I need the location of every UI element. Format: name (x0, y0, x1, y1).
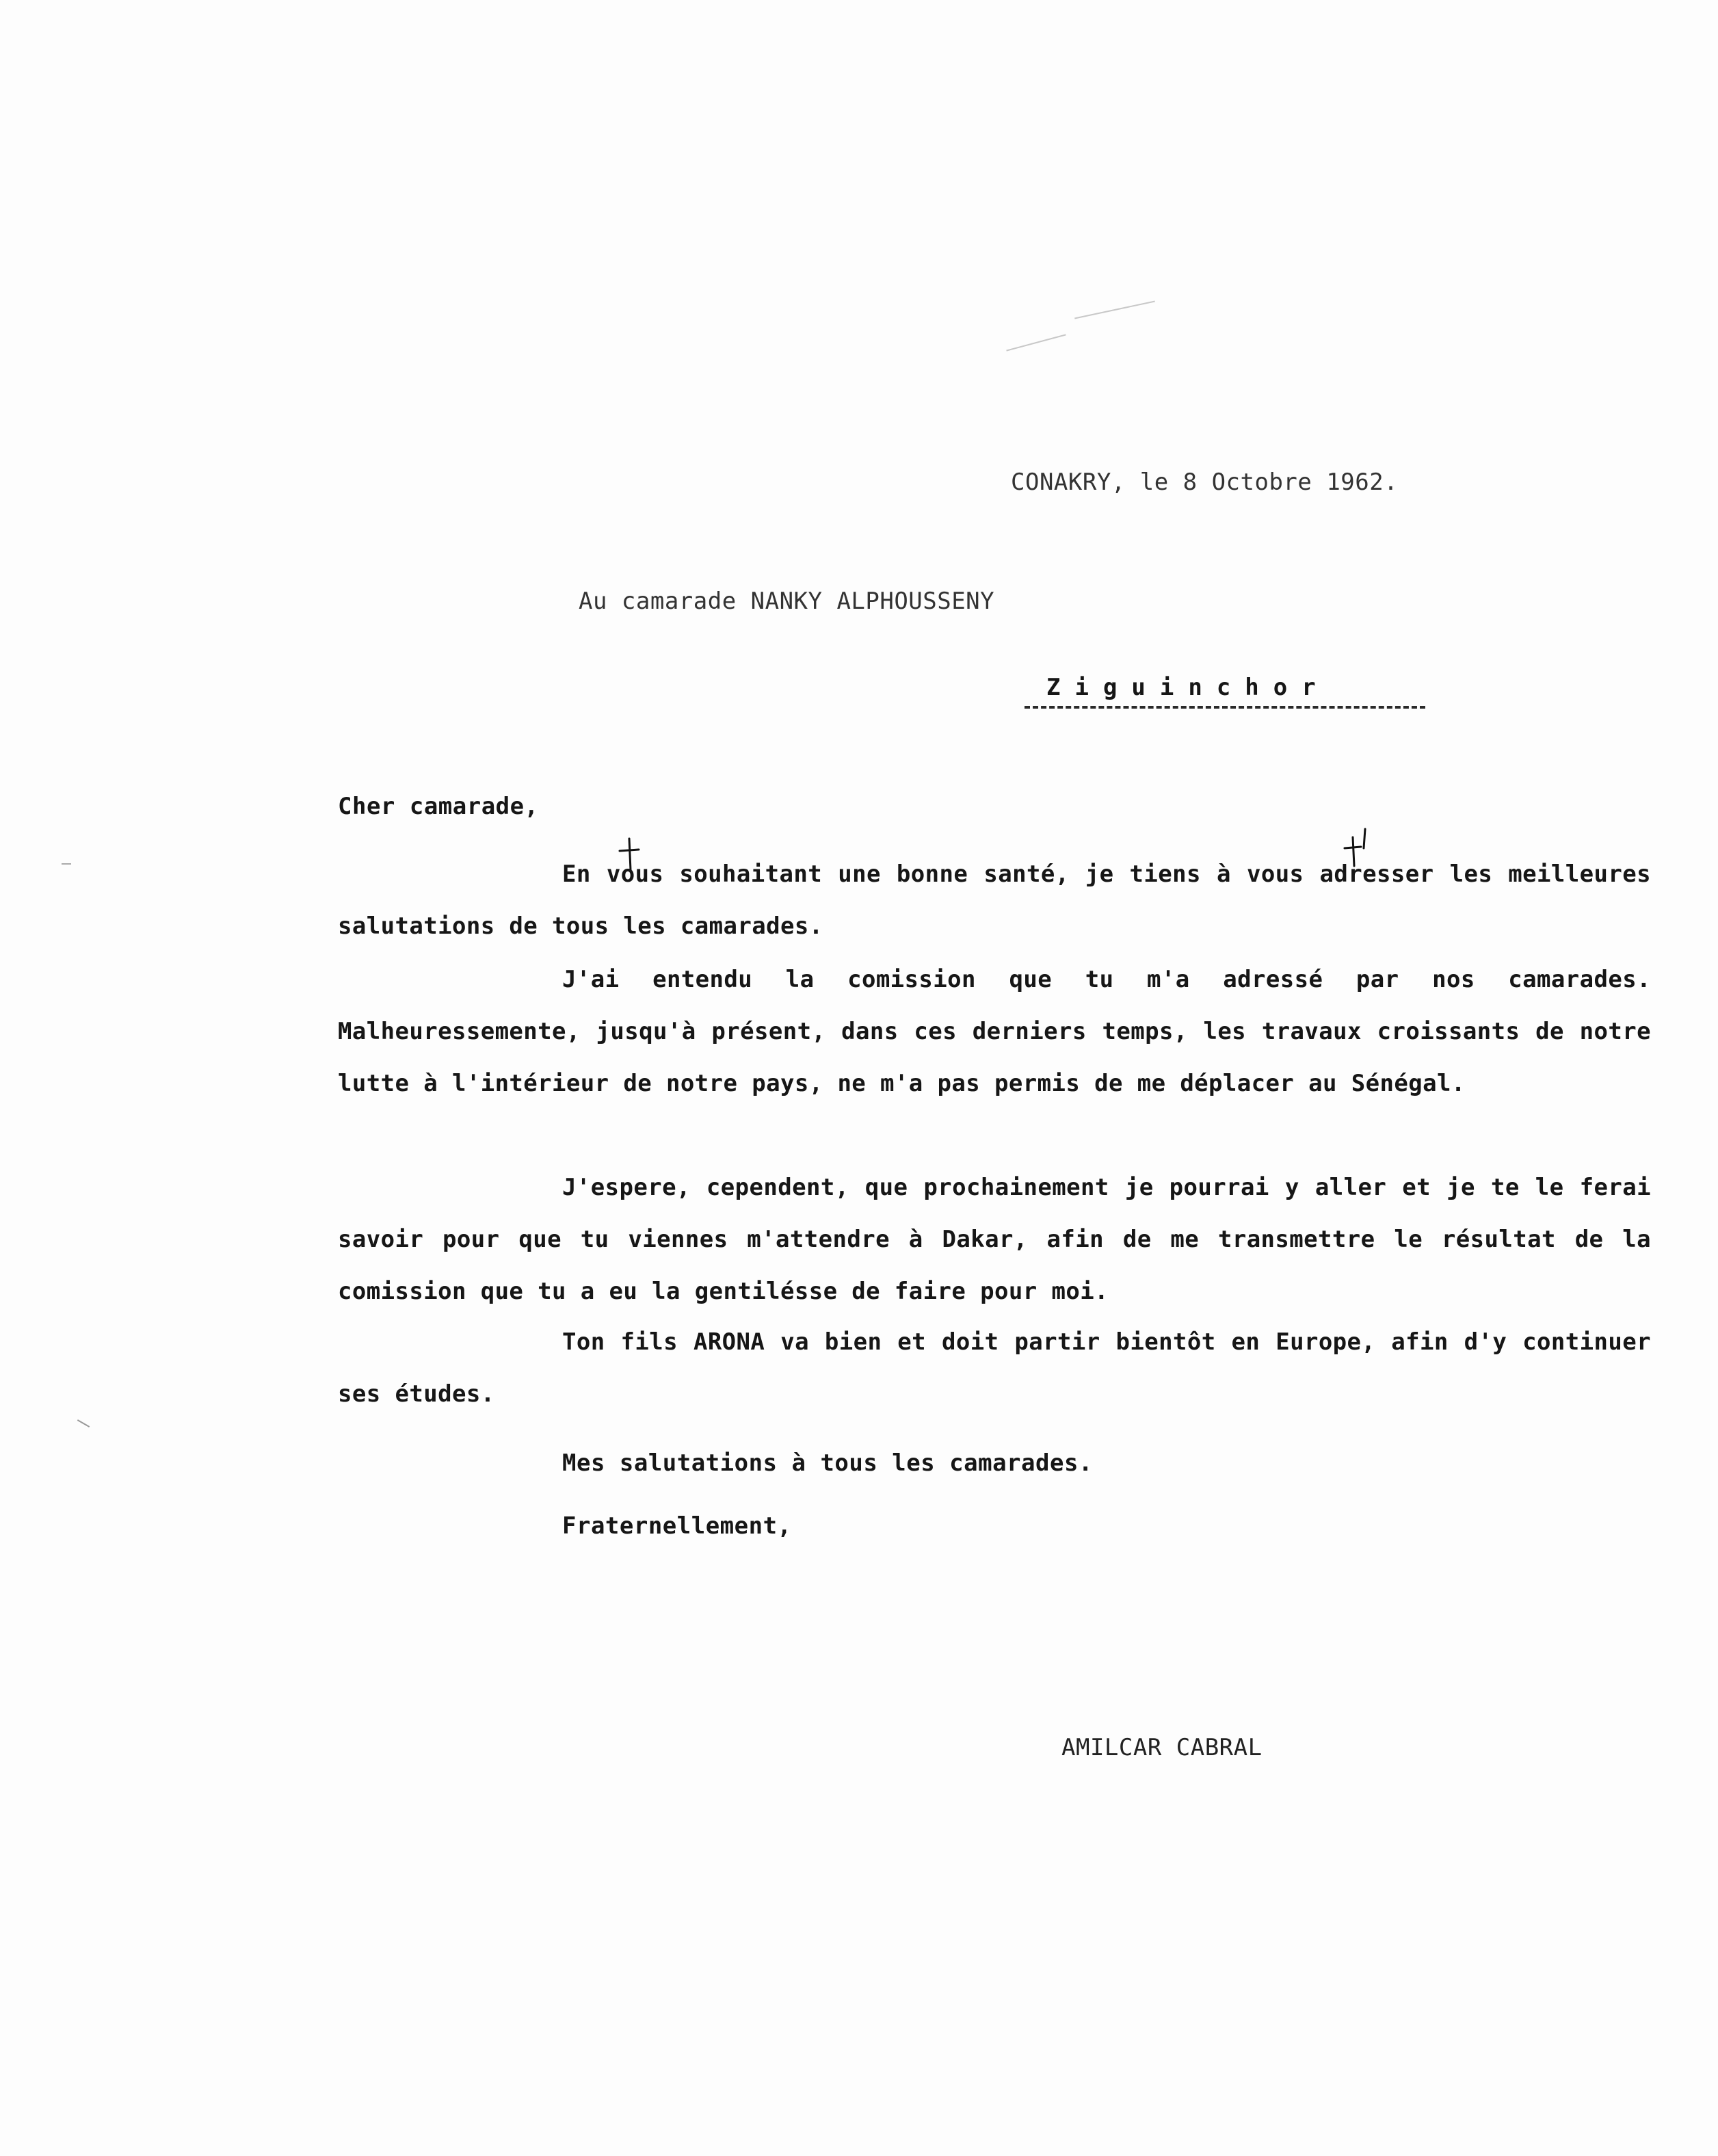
recipient-city: Ziguinchor (1046, 674, 1330, 701)
recipient-line: Au camarade NANKY ALPHOUSSENY (579, 588, 995, 615)
paper-speck (1074, 301, 1155, 319)
dateline: CONAKRY, le 8 Octobre 1962. (1011, 469, 1399, 496)
closing: Fraternellement, (562, 1512, 792, 1540)
signature-name: AMILCAR CABRAL (1061, 1734, 1263, 1761)
body-paragraph: En vous souhaitant une bonne santé, je tiens à vous adresser les meilleures salutations de tous les camarades. (338, 860, 1651, 940)
body-paragraph: Ton fils ARONA va bien et doit partir bientôt en Europe, afin d'y continuer ses études. (338, 1328, 1651, 1408)
body-paragraph: J'ai entendu la comission que tu m'a adressé par nos camarades. Malheuressemente, jusqu'à présent, dans ces derniers temps, les travaux croissants de notre lutte à l'intérieur de notre pays, ne m'a pas permis de me déplacer au Sénégal. (338, 966, 1651, 1097)
salutation: Cher camarade, (338, 793, 539, 820)
paper-speck (62, 863, 71, 865)
paper-speck (77, 1419, 90, 1428)
paper-speck (1006, 334, 1066, 351)
closing-greeting: Mes salutations à tous les camarades. (562, 1449, 1093, 1477)
city-underline (1025, 706, 1425, 709)
body-paragraph: J'espere, cependent, que prochainement je pourrai y aller et je te le ferai savoir pour que tu viennes m'attendre à Dakar, afin de me transmettre le résultat de la comission que tu a eu la gentilésse de faire pour moi. (338, 1174, 1651, 1305)
